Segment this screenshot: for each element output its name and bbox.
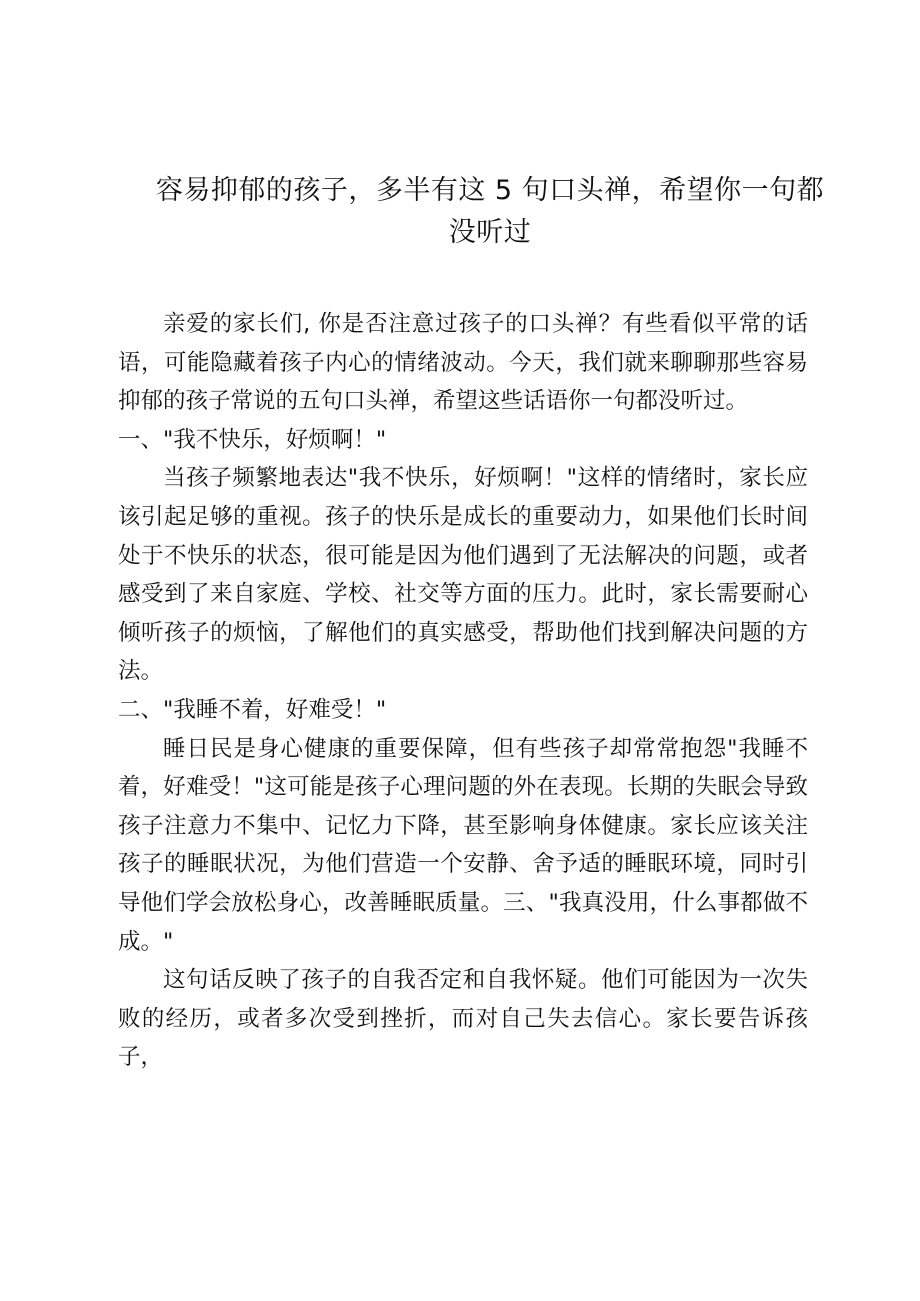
section-heading-1: 一、"我不快乐，好烦啊！" bbox=[118, 426, 387, 453]
document-body bbox=[118, 305, 808, 1077]
section-paragraph-1: 当孩子频繁地表达"我不快乐，好烦啊！"这样的情绪时，家长应该引起足够的重视。孩子的快乐是成长的重要动力，如果他们长时间处于不快乐的状态，很可能是因为他们遇到了无法解决的问题，或者感受到了来自家庭、学校、社交等方面的压力。此时，家长需要耐心倾听孩子的烦恼，了解他们的真实感受，帮助他们找到解决问题的方法。 bbox=[118, 465, 808, 685]
section-paragraph-3: 这句话反映了孩子的自我否定和自我怀疑。他们可能因为一次失败的经历，或者多次受到挫折，而对自己失去信心。家长要告诉孩子， bbox=[118, 967, 808, 1071]
section-paragraph-2: 睡日民是身心健康的重要保障，但有些孩子却常常抱怨"我睡不着，好难受！"这可能是孩子心理问题的外在表现。长期的失眠会导致孩子注意力不集中、记忆力下降，甚至影响身体健康。家长应该关注孩子的睡眠状况，为他们营造一个安静、舍予适的睡眠环境，同时引导他们学会放松身心，改善睡眠质量。三、"我真没用，什么事都做不成。" bbox=[118, 735, 808, 955]
document-title: 容易抑郁的孩子，多半有这 5 句口头禅，希望你一句都没听过 bbox=[155, 175, 825, 248]
intro-paragraph: 亲爱的家长们, 你是否注意过孩子的口头禅？有些看似平常的话语，可能隐藏着孩子内心的情绪波动。今天，我们就来聊聊那些容易抑郁的孩子常说的五句口头禅，希望这些话语你一句都没听过。 bbox=[118, 311, 808, 415]
section-heading-2: 二、"我睡不着，好难受！" bbox=[118, 696, 387, 723]
